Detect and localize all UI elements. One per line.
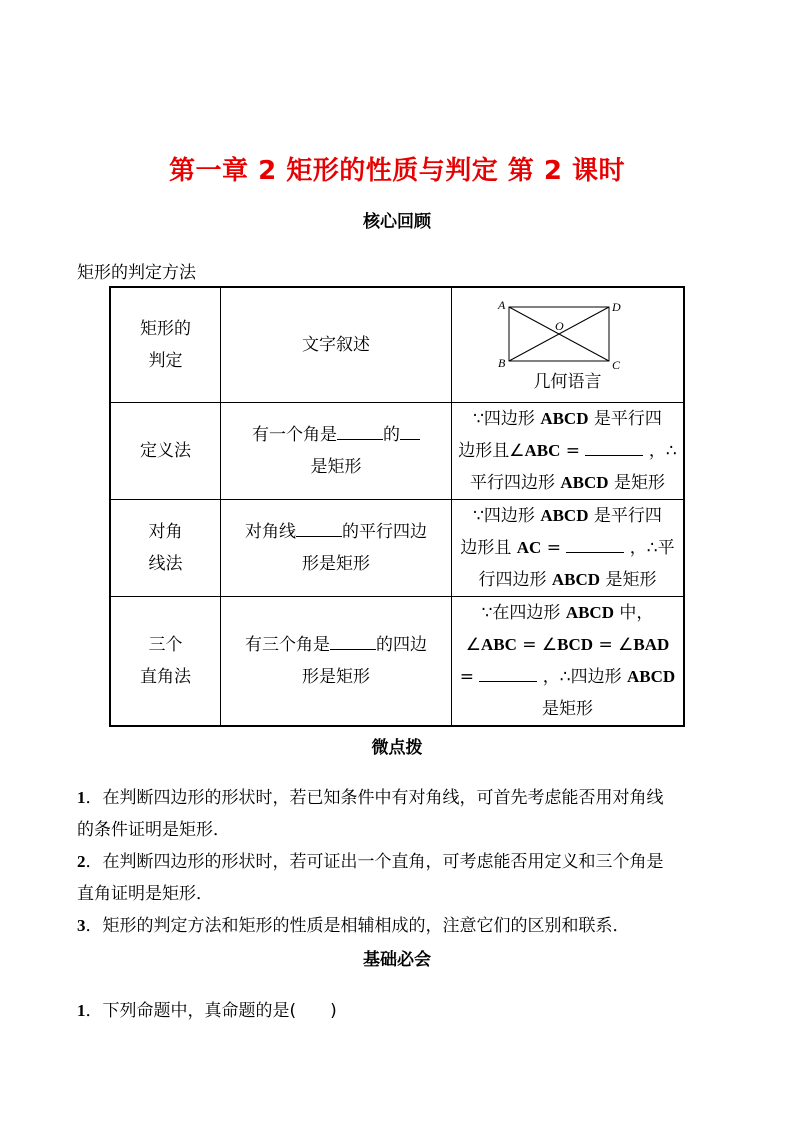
blank (479, 663, 537, 682)
section-heading-basic: 基础必会 (363, 950, 431, 970)
geometry-caption: 几何语言 (533, 371, 602, 392)
blank (566, 534, 624, 553)
tip-1: 1．在判断四边形的形状时，若已知条件中有对角线，可首先考虑能否用对角线 的条件证明是矩形． (77, 788, 664, 840)
header-geometry (451, 287, 684, 402)
section-heading-tips: 微点拨 (371, 738, 423, 758)
methods-table (109, 286, 685, 727)
table-row (110, 402, 684, 499)
blank (585, 437, 643, 456)
header-method: 矩形的 判定 (110, 287, 221, 402)
label-o: O (555, 318, 565, 333)
intro-text: 矩形的判定方法 (77, 263, 196, 283)
label-b: B (498, 355, 506, 369)
text-definition: 有一个角是 的 是矩形 (221, 402, 452, 499)
method-definition: 定义法 (110, 402, 221, 499)
blank (400, 421, 420, 440)
label-d: D (612, 299, 622, 314)
text-three-right-angles: 有三个角是 的四边 形是矩形 (221, 596, 452, 726)
header-text: 文字叙述 (221, 287, 452, 402)
label-a: A (498, 297, 506, 312)
method-diagonal: 对角 线法 (110, 499, 221, 596)
geo-definition: ∵四边形 ABCD 是平行四 边形且∠ABC = ，∴ 平行四边形 ABCD 是矩形 (451, 402, 684, 499)
blank (296, 518, 342, 537)
rectangle-figure (492, 297, 642, 369)
page-title: 第一章 2 矩形的性质与判定 第 2 课时 (169, 156, 625, 186)
tip-3: 3．矩形的判定方法和矩形的性质是相辅相成的，注意它们的区别和联系． (77, 916, 630, 936)
geo-diagonal: ∵四边形 ABCD 是平行四 边形且 AC = ，∴平 行四边形 ABCD 是矩形 (451, 499, 684, 596)
table-row (110, 596, 684, 726)
section-heading-core-review: 核心回顾 (363, 212, 431, 232)
blank (330, 631, 376, 650)
table-header-row (110, 287, 684, 402)
tip-2: 2．在判断四边形的形状时，若可证出一个直角，可考虑能否用定义和三个角是 直角证明是矩形． (77, 852, 664, 904)
method-three-right-angles: 三个 直角法 (110, 596, 221, 726)
question-1: 1．下列命题中，真命题的是( ) (77, 1001, 337, 1021)
geo-three-right-angles: ∵在四边形 ABCD 中， ∠ABC = ∠BCD = ∠BAD = ，∴四边形 ABCD 是矩形 (451, 596, 684, 726)
text-diagonal: 对角线 的平行四边 形是矩形 (221, 499, 452, 596)
table-row (110, 499, 684, 596)
blank (337, 421, 383, 440)
label-c: C (612, 357, 621, 369)
